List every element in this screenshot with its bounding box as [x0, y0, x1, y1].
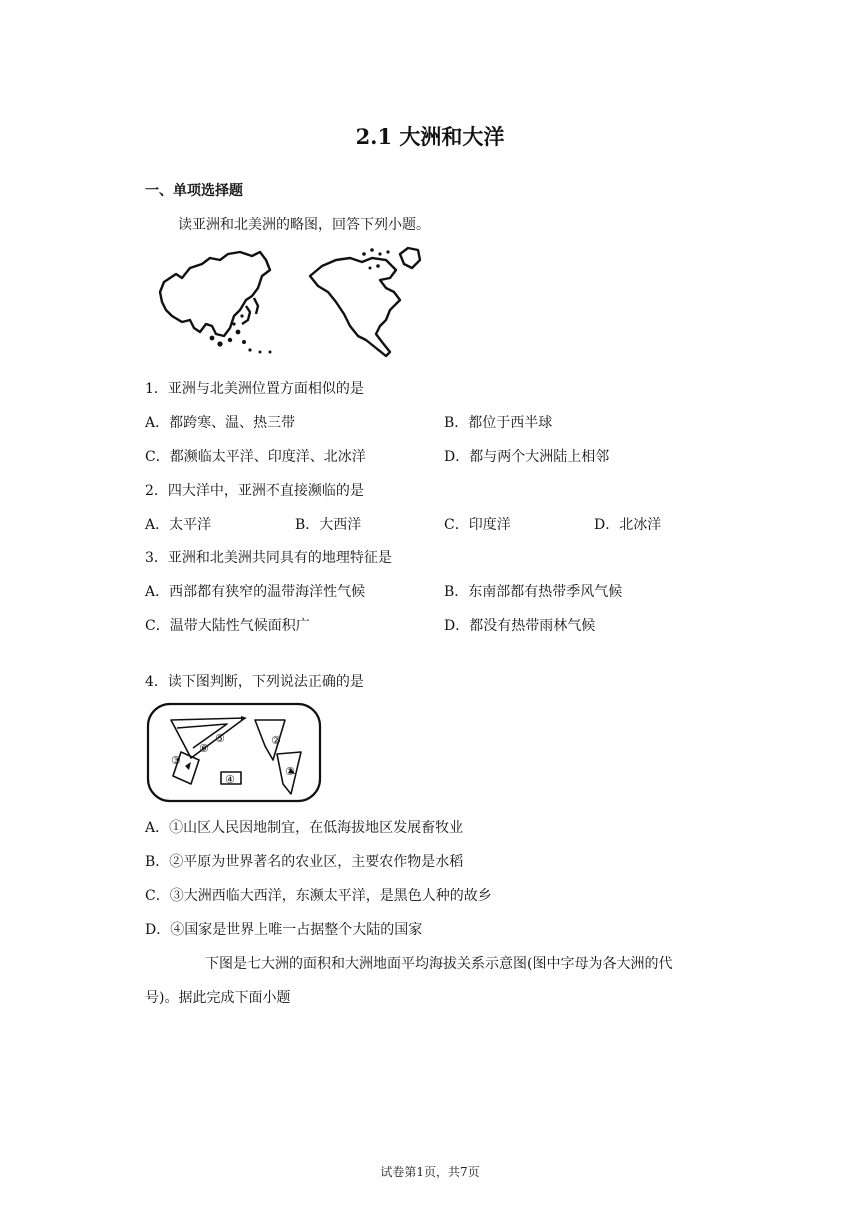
q2-option-a: A．太平洋: [145, 517, 212, 533]
q1-option-d: D．都与两个大洲陆上相邻: [444, 449, 610, 465]
fig2-label-5: ⑤: [215, 732, 225, 745]
intro-text-2-line2: 号)。据此完成下面小题: [145, 990, 291, 1006]
fig2-label-1: ①: [285, 765, 295, 778]
question-4-stem: 4．读下图判断，下列说法正确的是: [145, 674, 364, 690]
q2-option-c: C．印度洋: [444, 517, 511, 533]
question-3-stem: 3．亚洲和北美洲共同具有的地理特征是: [145, 550, 392, 566]
continent-schematic-map: [145, 700, 325, 806]
q4-option-c: C．③大洲西临大西洋，东濒太平洋，是黑色人种的故乡: [145, 888, 492, 904]
fig2-label-4: ④: [225, 773, 235, 786]
q1-option-b: B．都位于西半球: [444, 415, 553, 431]
page-title: 2.1 大洲和大洋: [355, 124, 505, 149]
question-2-stem: 2．四大洋中，亚洲不直接濒临的是: [145, 483, 364, 499]
q2-option-d: D．北冰洋: [594, 517, 662, 533]
section-heading: 一、单项选择题: [145, 183, 243, 199]
intro-text-2-line1: 下图是七大洲的面积和大洲地面平均海拔关系示意图(图中字母为各大洲的代: [205, 956, 673, 972]
q3-option-a: A．西部都有狭窄的温带海洋性气候: [145, 584, 366, 600]
q3-option-b: B．东南部都有热带季风气候: [444, 584, 623, 600]
q4-option-d: D．④国家是世界上唯一占据整个大陆的国家: [145, 922, 423, 938]
q3-option-c: C．温带大陆性气候面积广: [145, 618, 310, 634]
q4-option-a: A．①山区人民因地制宜，在低海拔地区发展畜牧业: [145, 820, 464, 836]
question-1-stem: 1．亚洲与北美洲位置方面相似的是: [145, 381, 364, 397]
q1-option-c: C．都濒临太平洋、印度洋、北冰洋: [145, 449, 366, 465]
q2-option-b: B．大西洋: [295, 517, 362, 533]
fig2-label-3: ③: [171, 754, 181, 767]
fig2-label-2: ②: [271, 734, 281, 747]
q1-option-a: A．都跨寒、温、热三带: [145, 415, 296, 431]
intro-text-1: 读亚洲和北美洲的略图，回答下列小题。: [178, 217, 430, 233]
asia-north-america-map: [150, 240, 430, 360]
page-footer: 试卷第1页，共7页: [380, 1165, 480, 1179]
q4-option-b: B．②平原为世界著名的农业区，主要农作物是水稻: [145, 854, 464, 870]
fig2-label-6: ⑥: [199, 742, 209, 755]
q3-option-d: D．都没有热带雨林气候: [444, 618, 596, 634]
